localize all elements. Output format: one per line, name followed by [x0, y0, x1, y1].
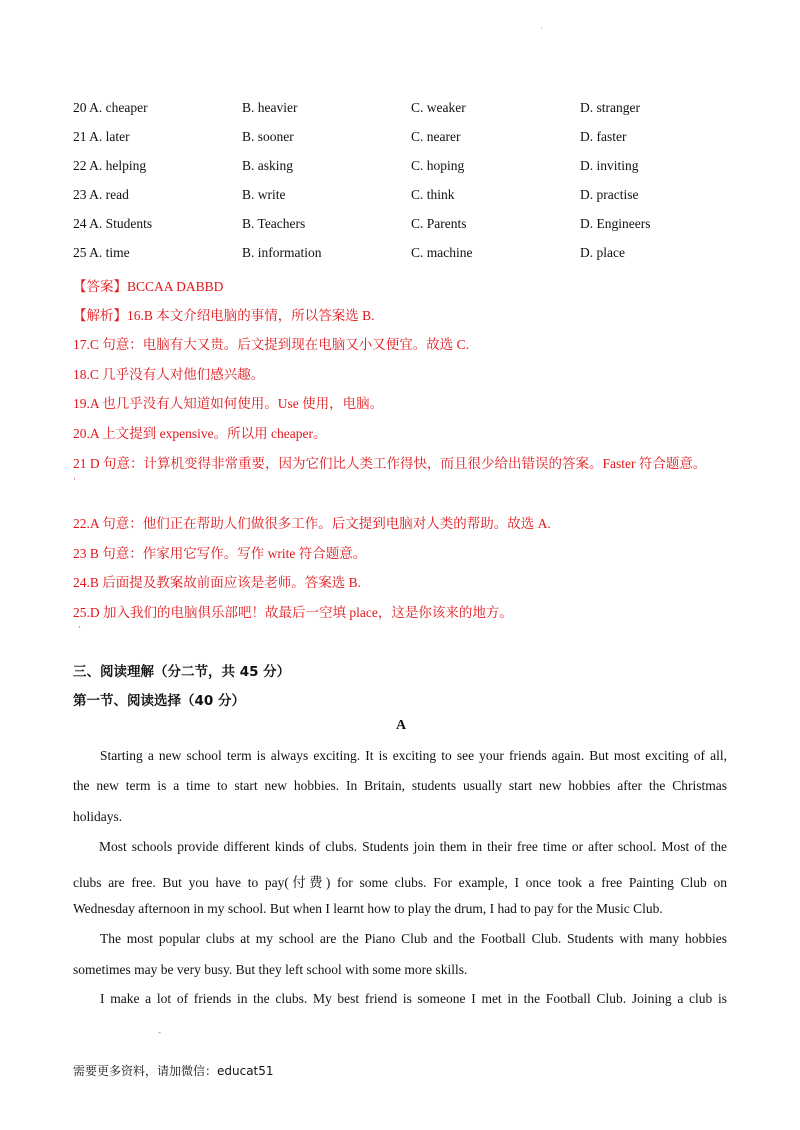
analysis-line: 21 D 句意：计算机变得非常重要，因为它们比人类工作得快，而且很少给出错误的答案。Faster 符合题意。: [73, 456, 707, 471]
option-b: B. information: [242, 245, 322, 260]
option-c: C. machine: [411, 245, 473, 260]
passage-line: Starting a new school term is always exciting. It is exciting to see your friends again. But most exciting of all,: [100, 748, 727, 763]
option-row-20: [73, 100, 733, 120]
option-c: C. Parents: [411, 216, 467, 231]
footnote-mark: -: [158, 1027, 161, 1037]
option-c: C. weaker: [411, 100, 466, 115]
analysis-line: 24.B 后面提及教案故前面应该是老师。答案选 B.: [73, 575, 362, 590]
option-b: B. asking: [242, 158, 294, 173]
option-a: 23 A. read: [73, 187, 129, 202]
paragraph-mark: ·: [78, 622, 81, 632]
passage-line: clubs are free. But you have to pay(付费) for some clubs. For example, I once took a free Painting Club on: [73, 875, 727, 890]
passage-line: I make a lot of friends in the clubs. My best friend is someone I met in the Football Club. Joining a club is: [100, 991, 727, 1006]
analysis-line: 23 B 句意：作家用它写作。写作 write 符合题意。: [73, 546, 367, 561]
analysis-line: 【解析】16.B 本文介绍电脑的事情，所以答案选 B.: [73, 308, 375, 323]
option-a: 22 A. helping: [73, 158, 147, 173]
option-b: B. write: [242, 187, 286, 202]
analysis-line: 25.D 加入我们的电脑俱乐部吧！故最后一空填 place，这是你该来的地方。: [73, 605, 513, 620]
option-d: D. inviting: [580, 158, 639, 173]
passage-line: the new term is a time to start new hobbies. In Britain, students usually start new hobbies after the Christmas: [73, 778, 727, 793]
option-d: D. stranger: [580, 100, 640, 115]
option-row-22: [73, 158, 733, 178]
option-row-24: [73, 216, 733, 236]
analysis-line: 17.C 句意：电脑有大又贵。后文提到现在电脑又小又便宜。故选 C.: [73, 337, 470, 352]
answer-line: 【答案】BCCAA DABBD: [73, 279, 224, 294]
option-d: D. faster: [580, 129, 627, 144]
passage-line: The most popular clubs at my school are the Piano Club and the Football Club. Students with many hobbies: [100, 931, 727, 946]
passage-line: Most schools provide different kinds of clubs. Students join them in their free time or after school. Most of the: [99, 839, 727, 854]
option-b: B. heavier: [242, 100, 298, 115]
paragraph-mark: ·: [73, 474, 76, 484]
option-d: D. practise: [580, 187, 639, 202]
option-row-23: [73, 187, 733, 207]
section-heading: 三、阅读理解（分二节，共 45 分）: [73, 664, 291, 680]
option-a: 20 A. cheaper: [73, 100, 148, 115]
option-c: C. hoping: [411, 158, 465, 173]
option-d: D. Engineers: [580, 216, 651, 231]
option-c: C. nearer: [411, 129, 461, 144]
passage-label: A: [396, 718, 407, 733]
footer-note: 需要更多资料，请加微信：educat51: [73, 1064, 274, 1078]
subsection-heading: 第一节、阅读选择（40 分）: [73, 693, 245, 709]
option-row-21: [73, 129, 733, 149]
option-row-25: [73, 245, 733, 265]
option-a: 24 A. Students: [73, 216, 153, 231]
analysis-line: 18.C 几乎没有人对他们感兴趣。: [73, 367, 265, 382]
analysis-line: 22.A 句意：他们正在帮助人们做很多工作。后文提到电脑对人类的帮助。故选 A.: [73, 516, 551, 531]
option-a: 21 A. later: [73, 129, 130, 144]
analysis-line: 19.A 也几乎没有人知道如何使用。Use 使用，电脑。: [73, 396, 384, 411]
analysis-line: 20.A 上文提到 expensive。所以用 cheaper。: [73, 426, 327, 441]
passage-line: sometimes may be very busy. But they left school with some more skills.: [73, 962, 468, 977]
passage-line: holidays.: [73, 809, 123, 824]
option-a: 25 A. time: [73, 245, 130, 260]
option-b: B. sooner: [242, 129, 294, 144]
option-b: B. Teachers: [242, 216, 306, 231]
passage-line: Wednesday afternoon in my school. But when I learnt how to play the drum, I had to pay for the Music Club.: [73, 901, 663, 916]
option-d: D. place: [580, 245, 625, 260]
option-c: C. think: [411, 187, 455, 202]
top-mark: ': [541, 26, 543, 35]
